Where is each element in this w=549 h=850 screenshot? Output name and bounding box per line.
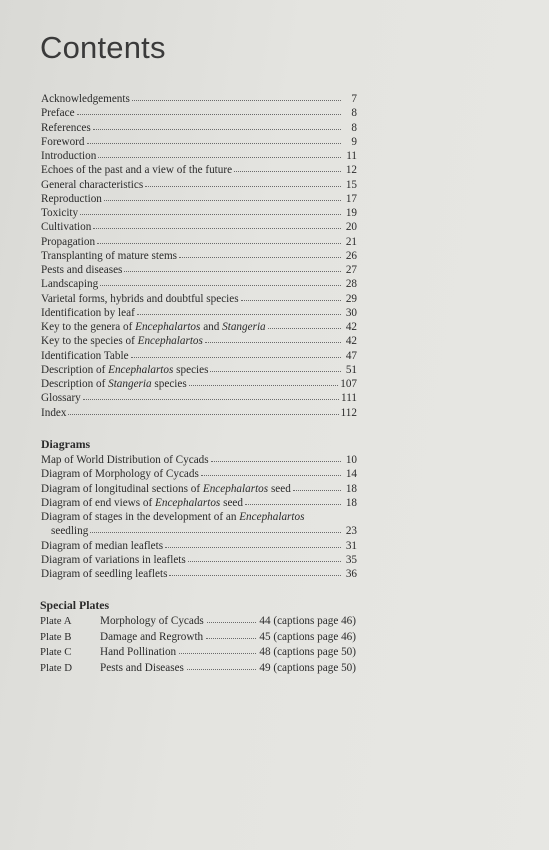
toc-entry[interactable] — [41, 320, 357, 334]
entry-title — [41, 92, 130, 106]
dot-leader — [179, 248, 341, 258]
entry-text: Toxicity — [41, 207, 79, 219]
diagram-entry[interactable] — [41, 539, 357, 553]
entry-text: Key to the genera of — [41, 321, 136, 333]
entry-title — [41, 539, 163, 553]
dot-leader — [131, 348, 341, 358]
page-number: 29 — [345, 292, 357, 305]
page-number: 36 — [345, 568, 357, 580]
toc-entry[interactable] — [41, 106, 357, 120]
dot-leader — [132, 91, 341, 101]
plate-title: Damage and Regrowth — [100, 630, 204, 643]
toc-entry[interactable] — [41, 363, 357, 377]
entry-text: seed — [220, 496, 243, 509]
special-plates-section — [40, 597, 356, 676]
page-number: 111 — [341, 392, 357, 405]
entry-title — [41, 349, 129, 363]
entry-title — [41, 510, 304, 524]
entry-text: Foreword — [41, 135, 85, 148]
italic-term: Encephalartos — [108, 363, 174, 376]
dot-leader — [124, 262, 341, 272]
entry-title — [41, 206, 78, 220]
page-number: 42 — [345, 321, 357, 333]
entry-title — [41, 482, 291, 496]
entry-title — [51, 524, 88, 538]
entry-text: Varietal forms, hybrids and doubtful species — [41, 292, 239, 305]
italic-term: Encephalartos — [155, 496, 221, 509]
plate-id: Plate A — [40, 615, 72, 627]
entry-title — [41, 292, 239, 306]
dot-leader — [90, 523, 341, 533]
dot-leader — [207, 613, 257, 623]
entry-title — [41, 249, 177, 263]
entry-title — [41, 306, 135, 320]
italic-term: Encephalartos — [239, 511, 305, 523]
page-number: 17 — [345, 192, 357, 205]
page-number: 12 — [345, 164, 357, 177]
toc-entry[interactable] — [41, 235, 357, 249]
entry-title — [41, 496, 243, 510]
page-number: 8 — [351, 121, 357, 134]
entry-text: Echoes of the past and a view of the future — [41, 164, 233, 177]
entry-title — [41, 192, 102, 206]
page-number: 107 — [340, 378, 357, 390]
plate-page-ref: 49 (captions page 50) — [259, 661, 356, 674]
plate-id: Plate C — [40, 646, 72, 658]
entry-text: seed — [268, 482, 291, 495]
entry-text: Description of — [41, 378, 109, 390]
dot-leader — [93, 120, 341, 130]
dot-leader — [188, 552, 341, 562]
toc-entry[interactable] — [41, 377, 357, 391]
entry-text: References — [41, 121, 91, 134]
entry-title — [41, 391, 81, 405]
dot-leader — [87, 134, 342, 144]
entry-title — [41, 406, 66, 420]
dot-leader — [68, 405, 338, 415]
toc-entry[interactable] — [41, 277, 357, 291]
page-number: 8 — [351, 107, 357, 120]
page-number: 9 — [351, 135, 357, 148]
entry-text: species — [173, 363, 209, 376]
entry-text: General characteristics — [41, 178, 144, 191]
entry-text: Introduction — [41, 150, 97, 162]
plate-page-ref: 44 (captions page 46) — [259, 615, 356, 627]
entry-title — [41, 106, 75, 120]
page-number: 14 — [345, 468, 357, 481]
diagram-entry[interactable] — [41, 453, 357, 467]
special-plates-list — [40, 614, 356, 676]
dot-leader — [210, 362, 341, 372]
page-number: 10 — [345, 454, 357, 466]
page-number: 26 — [345, 249, 357, 262]
entry-title — [41, 220, 91, 234]
plate-page-ref: 45 (captions page 46) — [259, 630, 356, 643]
dot-leader — [205, 333, 341, 343]
entry-title — [41, 567, 167, 581]
entry-text: Identification by leaf — [41, 306, 135, 319]
toc-entry[interactable] — [41, 349, 357, 363]
entry-text: Acknowledgements — [41, 93, 130, 105]
italic-term: Stangeria — [108, 378, 152, 390]
toc-entry[interactable] — [41, 406, 357, 420]
dot-leader — [245, 495, 341, 505]
page-number: 42 — [345, 335, 357, 348]
toc-list — [41, 92, 357, 420]
entry-title — [41, 553, 186, 567]
plate-title: Pests and Diseases — [100, 661, 184, 674]
entry-text: Glossary — [41, 392, 81, 405]
entry-text: Diagram of seedling leaflets — [41, 568, 168, 580]
entry-text: seedling — [51, 525, 89, 538]
entry-title — [41, 178, 143, 192]
diagram-entry[interactable] — [41, 496, 357, 510]
italic-term: Encephalartos — [202, 482, 269, 495]
entry-text: Diagram of longitudinal sections of — [41, 482, 203, 495]
page-number: 19 — [345, 207, 357, 219]
diagram-entry[interactable] — [41, 467, 357, 481]
diagram-entry[interactable] — [41, 510, 357, 524]
entry-title — [41, 320, 266, 334]
page-number: 31 — [345, 539, 357, 552]
plate-page-ref: 48 (captions page 50) — [259, 646, 356, 658]
dot-leader — [80, 205, 341, 215]
page-number: 21 — [345, 235, 357, 248]
page-number: 18 — [345, 482, 357, 495]
italic-term: Stangeria — [222, 321, 266, 333]
plate-id: Plate D — [40, 661, 73, 674]
entry-title — [41, 135, 85, 149]
toc-entry[interactable] — [41, 92, 357, 106]
page-number: 18 — [345, 496, 357, 509]
toc-entry[interactable] — [41, 391, 357, 405]
dot-leader — [293, 481, 341, 491]
entry-text: Identification Table — [41, 349, 129, 362]
entry-text: species — [151, 378, 187, 390]
entry-text: Key to the species of — [41, 335, 138, 348]
entry-text: Diagram of stages in the development of an — [41, 511, 240, 523]
diagram-entry[interactable] — [41, 482, 357, 496]
entry-text: Index — [41, 406, 67, 419]
plate-entry[interactable] — [40, 645, 356, 661]
dot-leader — [211, 452, 341, 462]
entry-title — [41, 453, 209, 467]
page-title: Contents — [40, 30, 166, 65]
italic-term: Encephalartos — [137, 335, 203, 348]
entry-text: Reproduction — [41, 192, 102, 205]
dot-leader — [77, 105, 341, 115]
entry-text: Preface — [41, 107, 75, 120]
plate-title: Hand Pollination — [100, 646, 177, 658]
dot-leader — [93, 219, 341, 229]
entry-title — [41, 263, 122, 277]
toc-entry[interactable] — [41, 334, 357, 348]
page-number: 28 — [345, 278, 357, 291]
entry-text: Transplanting of mature stems — [41, 249, 177, 262]
dot-leader — [104, 191, 341, 201]
toc-entry[interactable] — [41, 220, 357, 234]
diagram-entry[interactable] — [41, 567, 357, 581]
dot-leader — [234, 162, 341, 172]
toc-entry[interactable] — [41, 306, 357, 320]
toc-entry[interactable] — [41, 263, 357, 277]
entry-text: Diagram of median leaflets — [41, 539, 164, 552]
entry-title — [41, 277, 98, 291]
plate-id: Plate B — [40, 630, 72, 643]
entry-title — [41, 363, 208, 377]
toc-entry[interactable] — [41, 249, 357, 263]
dot-leader — [189, 376, 338, 386]
page-number: 15 — [345, 178, 357, 191]
page-number: 47 — [345, 349, 357, 362]
dot-leader — [97, 234, 341, 244]
plate-entry[interactable] — [40, 630, 356, 646]
entry-text: Description of — [41, 363, 109, 376]
dot-leader — [187, 660, 256, 670]
entry-text: and — [200, 321, 223, 333]
diagram-entry[interactable] — [41, 524, 357, 538]
page-number: 7 — [351, 93, 357, 105]
entry-text: Diagram of Morphology of Cycads — [41, 468, 199, 481]
entry-text: Diagram of end views of — [41, 496, 156, 509]
toc-entry[interactable] — [41, 192, 357, 206]
entry-title — [41, 467, 199, 481]
diagrams-list — [41, 453, 357, 581]
entry-text: Map of World Distribution of Cycads — [41, 454, 209, 466]
page-number: 51 — [345, 363, 357, 376]
dot-leader — [137, 305, 341, 315]
entry-text: Cultivation — [41, 221, 92, 234]
entry-title — [41, 377, 187, 391]
entry-text: Pests and diseases — [41, 264, 123, 276]
entry-title — [41, 121, 91, 135]
entry-title — [41, 334, 203, 348]
entry-text: Propagation — [41, 235, 96, 248]
toc-entry[interactable] — [41, 292, 357, 306]
entry-title — [41, 163, 232, 177]
toc-entry[interactable] — [41, 149, 357, 163]
toc-entry[interactable] — [41, 163, 357, 177]
page-number: 27 — [345, 264, 357, 276]
entry-text: Landscaping — [41, 278, 99, 291]
page-number: 23 — [345, 525, 357, 538]
toc-entry[interactable] — [41, 206, 357, 220]
italic-term: Encephalartos — [135, 321, 201, 333]
toc-entry[interactable] — [41, 178, 357, 192]
dot-leader — [179, 644, 256, 654]
diagrams-section — [41, 436, 357, 581]
toc-entry[interactable] — [41, 135, 357, 149]
page-number: 20 — [345, 221, 357, 234]
plate-title: Morphology of Cycads — [100, 615, 204, 627]
dot-leader — [100, 276, 341, 286]
page-number: 30 — [345, 306, 357, 319]
dot-leader — [98, 148, 341, 158]
diagrams-heading: Diagrams — [41, 437, 91, 451]
plate-entry[interactable] — [40, 661, 356, 677]
diagram-entry[interactable] — [41, 553, 357, 567]
plate-entry[interactable] — [40, 614, 356, 630]
dot-leader — [241, 291, 341, 301]
dot-leader — [201, 466, 341, 476]
page-number: 112 — [340, 406, 357, 419]
toc-entry[interactable] — [41, 121, 357, 135]
page-number: 35 — [345, 553, 357, 566]
dot-leader — [206, 629, 256, 639]
dot-leader — [145, 177, 341, 187]
dot-leader — [268, 319, 341, 329]
special-plates-heading: Special Plates — [40, 598, 110, 612]
page-number: 11 — [346, 150, 357, 162]
entry-title — [41, 235, 95, 249]
entry-text: Diagram of variations in leaflets — [41, 553, 186, 566]
dot-leader — [165, 538, 341, 548]
entry-title — [41, 149, 96, 163]
dot-leader — [83, 390, 339, 400]
dot-leader — [169, 566, 341, 576]
